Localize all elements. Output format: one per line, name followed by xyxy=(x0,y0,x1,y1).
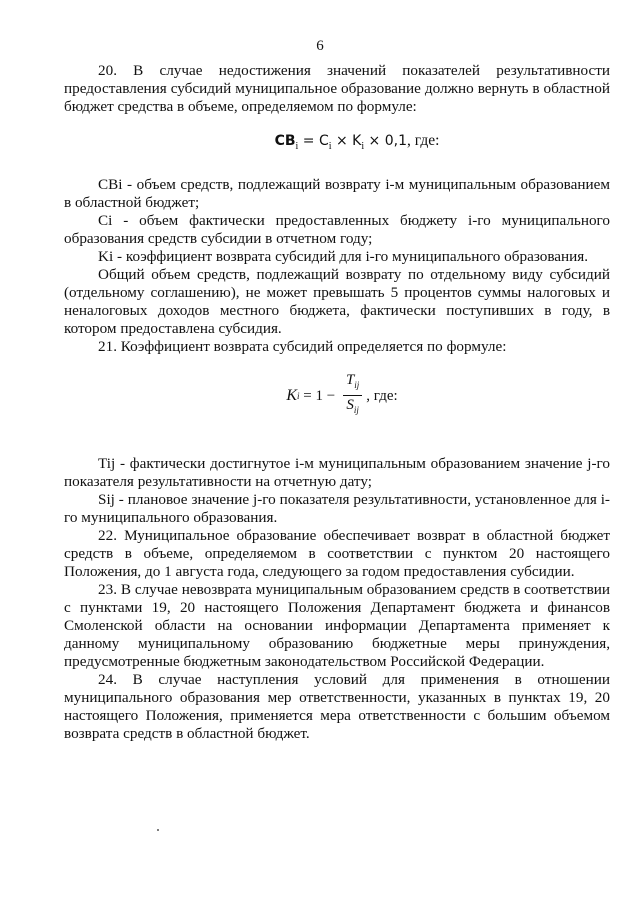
paragraph-20: 20. В случае недостижения значений показателей результативности предоставления субсидий муниципальное образование должно вернуть в областной бюджет средства в объеме, определяемом по формуле: xyxy=(64,62,610,115)
formula2-den-sub: ij xyxy=(353,405,359,416)
formula-times-2: × xyxy=(364,133,385,149)
formula-c: C xyxy=(318,133,329,149)
formula-c-sub: i xyxy=(328,141,332,153)
formula2-k-sub: i xyxy=(297,390,300,401)
scan-speck xyxy=(157,829,159,831)
formula-times-1: × xyxy=(331,133,353,149)
formula-return-amount xyxy=(64,132,610,156)
formula2-num-sub: ij xyxy=(354,380,360,391)
formula2-numerator xyxy=(343,372,362,394)
definition-sij: Sij - плановое значение j-го показателя результативности, установленное для i-го муниципального образования. xyxy=(64,491,610,527)
formula-suffix: , где: xyxy=(407,132,440,149)
formula2-eq: = 1 − xyxy=(299,387,339,404)
definition-tij: Tij - фактически достигнутое i-м муниципальным образованием значение j-го показателя результативности на отчетную дату; xyxy=(64,455,610,491)
formula-lhs: СВ xyxy=(274,133,296,149)
formula-factor: 0,1 xyxy=(384,133,408,149)
definition-ci: Ci - объем фактически предоставленных бюджету i-го муниципального образования средств субсидии в отчетном году; xyxy=(64,212,610,248)
formula-k: K xyxy=(352,133,362,149)
paragraph-total-volume: Общий объем средств, подлежащий возврату по отдельному виду субсидий (отдельному соглашению), не может превышать 5 процентов суммы налоговых и неналоговых доходов местного бюджета, фактически поступивших в году, в котором предоставлена субсидия. xyxy=(64,266,610,338)
document-body xyxy=(64,62,610,743)
paragraph-24: 24. В случае наступления условий для применения в отношении муниципального образования мер ответственности, указанных в пунктах 19, 20 настоящего Положения, применяется мера ответственности с большим объемом возврата средств в областной бюджет. xyxy=(64,671,610,743)
formula-eq: = xyxy=(298,133,319,149)
formula2-num: T xyxy=(345,372,355,389)
page-number: 6 xyxy=(316,38,324,54)
formula2-denominator xyxy=(343,397,362,419)
formula-lhs-sub: i xyxy=(295,141,299,153)
formula2-suffix: , где: xyxy=(366,387,398,404)
formula2-fraction-bar xyxy=(343,395,362,396)
paragraph-21: 21. Коэффициент возврата субсидий определяется по формуле: xyxy=(98,338,507,356)
definition-ki: Ki - коэффициент возврата субсидий для i-го муниципального образования. xyxy=(98,248,589,266)
paragraph-23: 23. В случае невозврата муниципальным образованием средств в соответствии с пунктами 19, 20 настоящего Положения Департамент бюджета и финансов Смоленской области на основании информации Департамента применяет к данному муниципальному образованию бюджетные меры принуждения, предусмотренные бюджетным законодательством Российской Федерации. xyxy=(64,581,610,671)
paragraph-22: 22. Муниципальное образование обеспечивает возврат в областной бюджет средств в объеме, определяемом в соответствии с пунктом 20 настоящего Положения, до 1 августа года, следующего за годом предоставления субсидии. xyxy=(64,527,610,581)
formula2-den: S xyxy=(346,397,354,414)
formula2-k: K xyxy=(286,386,297,404)
formula2-fraction xyxy=(343,372,362,419)
formula-return-coefficient xyxy=(64,372,610,419)
formula-k-sub: i xyxy=(361,141,365,153)
definition-cbi: CBi - объем средств, подлежащий возврату i-м муниципальным образованием в областной бюджет; xyxy=(64,176,610,212)
